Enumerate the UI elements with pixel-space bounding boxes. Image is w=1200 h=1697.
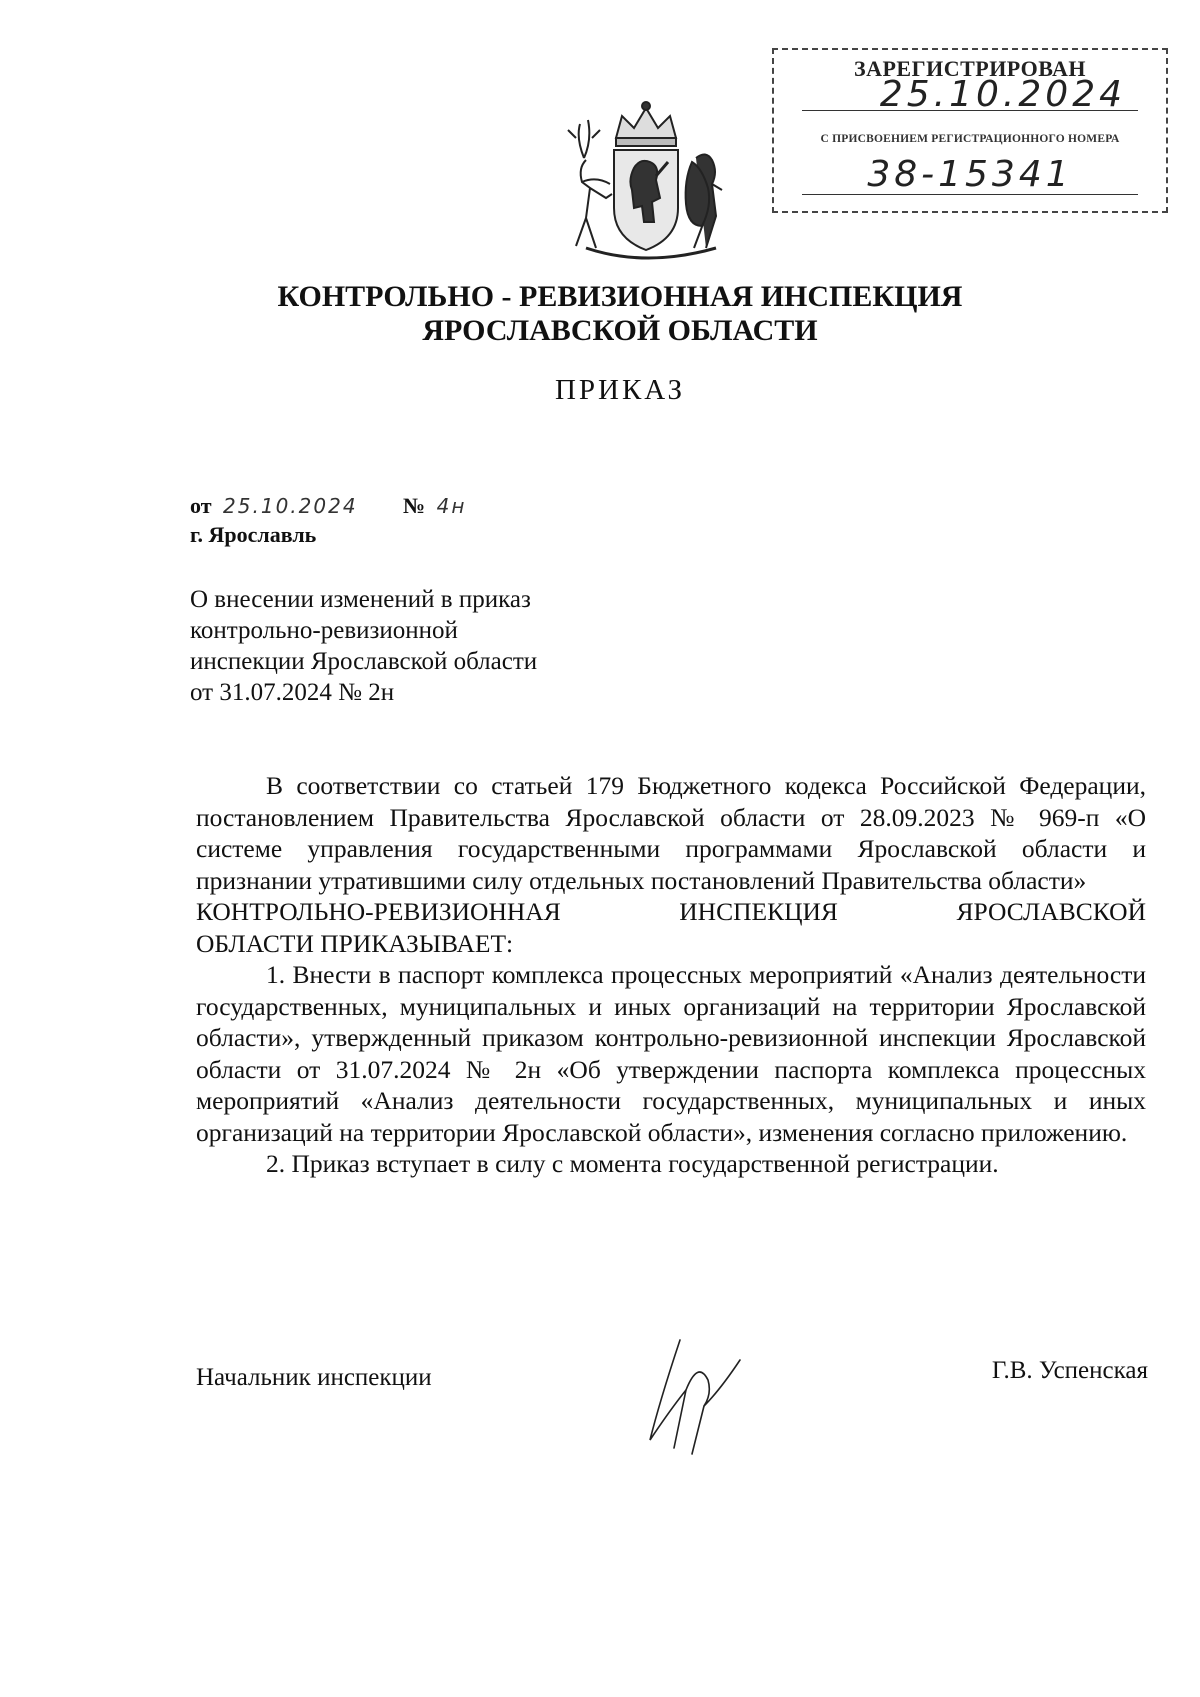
org-name-line1: КОНТРОЛЬНО - РЕВИЗИОННАЯ ИНСПЕКЦИЯ [277, 280, 963, 313]
document-number: 4н [436, 494, 467, 518]
preamble-paragraph: В соответствии со статьей 179 Бюджетного кодекса Российской Федерации, постановлением Правительства Ярославской области от 28.09.2023 № 969-п «О системе управления государственными программами Ярославской области и признании утратившими силу отдельных постановлений Правительства области» [196, 771, 1146, 895]
city: г. Ярославль [190, 522, 317, 547]
registration-stamp [772, 48, 1168, 213]
order-heading-line1: КОНТРОЛЬНО-РЕВИЗИОННАЯ ИНСПЕКЦИЯ ЯРОСЛАВСКОЙ [196, 897, 1146, 926]
subject-line: О внесении изменений в приказ [190, 586, 531, 613]
stamp-number: 38-15341 [867, 154, 1073, 195]
order-item-1: 1. Внести в паспорт комплекса процессных мероприятий «Анализ деятельности государственных, муниципальных и иных организаций на территории Ярославской области», утвержденный приказом контрольно-ревизионной инспекции Ярославской области от 31.07.2024 № 2н «Об утверждении паспорта комплекса процессных мероприятий «Анализ деятельности государственных, муниципальных и иных организаций на территории Ярославской области», изменения согласно приложению. [196, 960, 1146, 1147]
signatory-title: Начальник инспекции [196, 1364, 432, 1391]
subject-line: инспекции Ярославской области [190, 648, 538, 675]
signatory-name: Г.В. Успенская [991, 1357, 1148, 1384]
date-number-row [190, 493, 466, 519]
stamp-divider [802, 194, 1138, 195]
handwritten-signature-icon [640, 1320, 780, 1460]
stamp-date: 25.10.2024 [879, 74, 1126, 115]
subject-line: от 31.07.2024 № 2н [190, 679, 395, 706]
stamp-subtitle: С ПРИСВОЕНИЕМ РЕГИСТРАЦИОННОГО НОМЕРА [820, 133, 1120, 145]
order-heading-line2: ОБЛАСТИ ПРИКАЗЫВАЕТ: [196, 928, 514, 958]
document-date: 25.10.2024 [223, 494, 358, 518]
document-body [196, 770, 1146, 1180]
subject-line: контрольно-ревизионной [190, 617, 458, 644]
document-subject [190, 584, 610, 708]
order-item-2: 2. Приказ вступает в силу с момента государственной регистрации. [266, 1149, 999, 1178]
number-label: № [403, 493, 426, 518]
date-label: от [190, 493, 212, 518]
stamp-divider [802, 110, 1138, 111]
document-type: ПРИКАЗ [554, 374, 686, 406]
stamp-title: ЗАРЕГИСТРИРОВАН [853, 56, 1087, 81]
coat-of-arms-icon [556, 98, 736, 263]
org-name-line2: ЯРОСЛАВСКОЙ ОБЛАСТИ [422, 314, 818, 347]
